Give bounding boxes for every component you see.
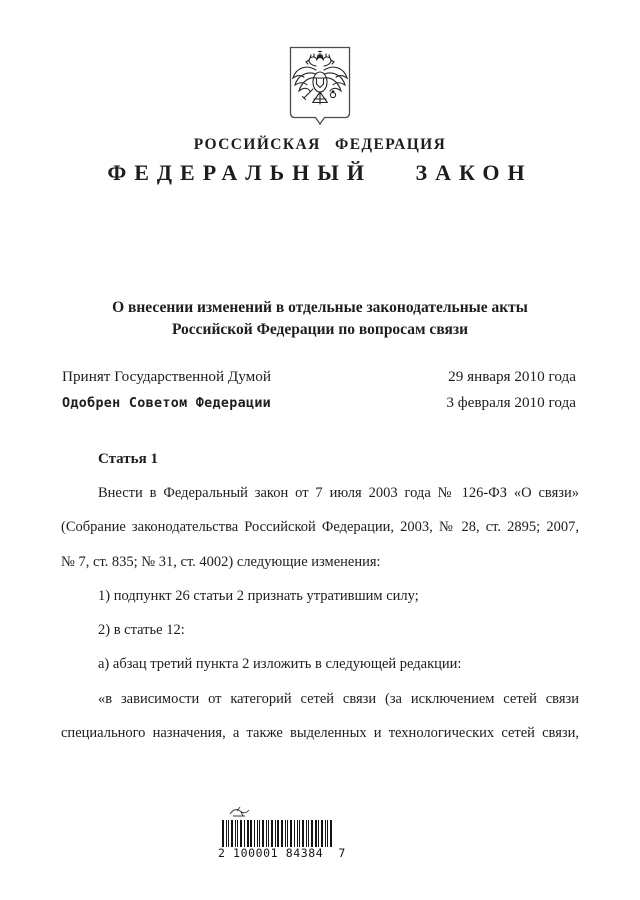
barcode xyxy=(222,820,335,847)
duma-label: Принят Государственной Думой xyxy=(62,368,271,385)
law-title xyxy=(40,297,600,341)
adoption-row-council xyxy=(62,390,576,416)
body-line: 2) в статье 12: xyxy=(98,622,185,639)
body-line: а) абзац третий пункта 2 изложить в следующей редакции: xyxy=(98,656,462,673)
council-label: Одобрен Советом Федерации xyxy=(62,396,272,411)
adoption-block xyxy=(62,364,576,416)
article-body xyxy=(61,476,579,750)
body-line: (Собрание законодательства Российской Федерации, 2003, № 28, ст. 2895; 2007, xyxy=(61,519,579,536)
body-line: 1) подпункт 26 статьи 2 признать утратившим силу; xyxy=(98,587,419,604)
duma-date: 29 января 2010 года xyxy=(448,368,576,385)
body-line: «в зависимости от категорий сетей связи (за исключением сетей связи xyxy=(98,690,579,707)
council-date: 3 февраля 2010 года xyxy=(446,394,576,411)
body-line: № 7, ст. 835; № 31, ст. 4002) следующие изменения: xyxy=(61,553,381,570)
adoption-row-duma xyxy=(62,364,576,390)
law-title-line-1: О внесении изменений в отдельные законодательные акты xyxy=(112,299,528,316)
country-title: РОССИЙСКАЯ ФЕДЕРАЦИЯ xyxy=(193,136,447,153)
body-line: Внести в Федеральный закон от 7 июля 2003 года № 126-ФЗ «О связи» xyxy=(98,485,579,501)
double-eagle-icon xyxy=(288,44,352,128)
law-title-line-2: Российской Федерации по вопросам связи xyxy=(171,321,469,338)
coat-of-arms xyxy=(288,44,352,128)
body-line: специального назначения, а также выделенных и технологических сетей связи, xyxy=(61,725,579,742)
article-heading: Статья 1 xyxy=(98,451,158,467)
document-type-title: ФЕДЕРАЛЬНЫЙ ЗАКОН xyxy=(107,160,533,185)
barcode-digits: 2 100001 84384 7 xyxy=(218,846,346,860)
